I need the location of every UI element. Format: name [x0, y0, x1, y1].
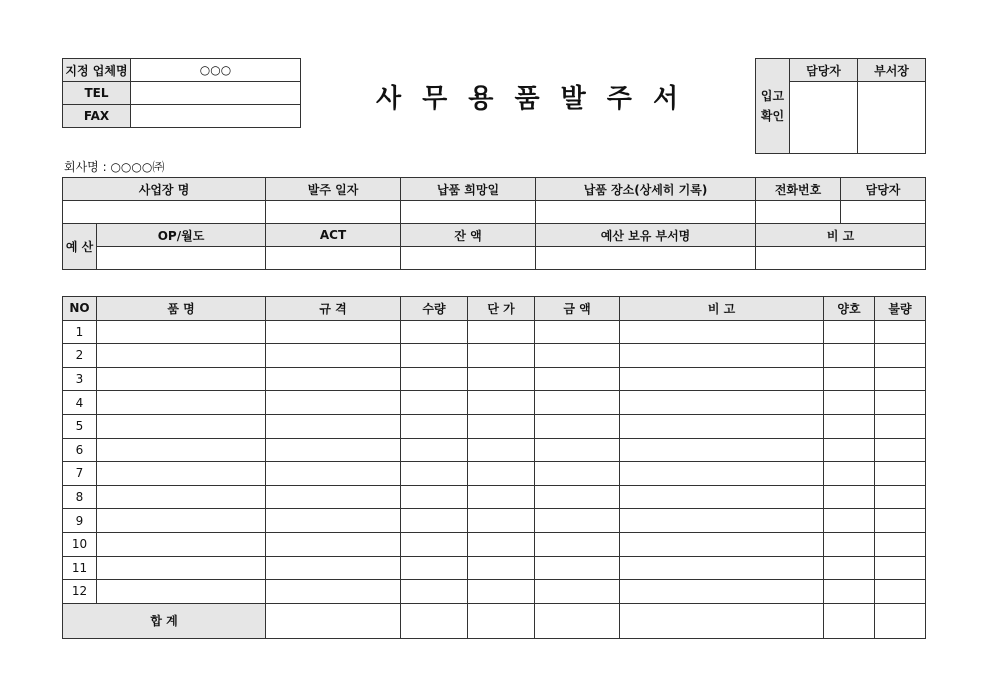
col-no-header: NO — [63, 297, 97, 321]
remarks-cell[interactable] — [620, 391, 824, 415]
defect-cell[interactable] — [875, 485, 926, 509]
spec-cell[interactable] — [266, 320, 401, 344]
qty-cell[interactable] — [401, 438, 468, 462]
act-field[interactable] — [266, 247, 401, 270]
balance-field[interactable] — [401, 247, 536, 270]
approval-table — [755, 58, 926, 154]
unit-price-cell[interactable] — [468, 344, 535, 368]
amount-cell[interactable] — [535, 414, 620, 438]
total-defect-cell[interactable] — [875, 603, 926, 638]
remarks-cell[interactable] — [620, 556, 824, 580]
approval-manager-signature-box[interactable] — [790, 82, 858, 154]
defect-cell[interactable] — [875, 391, 926, 415]
col-amount-header: 금 액 — [535, 297, 620, 321]
good-cell[interactable] — [824, 462, 875, 486]
unit-price-cell[interactable] — [468, 367, 535, 391]
unit-price-cell[interactable] — [468, 580, 535, 604]
good-cell[interactable] — [824, 509, 875, 533]
contact-header: 담당자 — [841, 178, 926, 201]
qty-cell[interactable] — [401, 414, 468, 438]
item-name-cell[interactable] — [97, 509, 266, 533]
defect-cell[interactable] — [875, 367, 926, 391]
act-header: ACT — [266, 224, 401, 247]
qty-cell[interactable] — [401, 509, 468, 533]
approval-head-header: 부서장 — [858, 59, 926, 82]
unit-price-cell[interactable] — [468, 462, 535, 486]
row-number: 6 — [63, 438, 97, 462]
good-cell[interactable] — [824, 367, 875, 391]
approval-head-signature-box[interactable] — [858, 82, 926, 154]
remarks-cell[interactable] — [620, 320, 824, 344]
unit-price-cell[interactable] — [468, 438, 535, 462]
row-number: 1 — [63, 320, 97, 344]
table-row — [63, 580, 926, 604]
item-name-cell[interactable] — [97, 344, 266, 368]
amount-cell[interactable] — [535, 580, 620, 604]
qty-cell[interactable] — [401, 344, 468, 368]
table-row — [63, 509, 926, 533]
spec-cell[interactable] — [266, 580, 401, 604]
spec-cell[interactable] — [266, 391, 401, 415]
table-row — [63, 320, 926, 344]
remarks-cell[interactable] — [620, 462, 824, 486]
item-name-cell[interactable] — [97, 438, 266, 462]
total-unit-price-cell[interactable] — [468, 603, 535, 638]
item-name-cell[interactable] — [97, 556, 266, 580]
order-date-field[interactable] — [266, 201, 401, 224]
good-cell[interactable] — [824, 414, 875, 438]
op-month-header: OP/월도 — [97, 224, 266, 247]
remarks-cell[interactable] — [620, 438, 824, 462]
vendor-tel-label: TEL — [63, 82, 131, 105]
site-name-field[interactable] — [63, 201, 266, 224]
amount-cell[interactable] — [535, 462, 620, 486]
balance-header: 잔 액 — [401, 224, 536, 247]
qty-cell[interactable] — [401, 367, 468, 391]
delivery-place-field[interactable] — [536, 201, 756, 224]
col-remarks-header: 비 고 — [620, 297, 824, 321]
vendor-fax-field[interactable] — [131, 105, 301, 128]
unit-price-cell[interactable] — [468, 532, 535, 556]
table-row — [63, 344, 926, 368]
table-row — [63, 391, 926, 415]
budget-dept-header: 예산 보유 부서명 — [536, 224, 756, 247]
receipt-confirm-label: 입고 확인 — [756, 59, 790, 154]
col-spec-header: 규 격 — [266, 297, 401, 321]
amount-cell[interactable] — [535, 367, 620, 391]
op-month-field[interactable] — [97, 247, 266, 270]
unit-price-cell[interactable] — [468, 320, 535, 344]
col-unit-price-header: 단 가 — [468, 297, 535, 321]
defect-cell[interactable] — [875, 556, 926, 580]
approval-manager-header: 담당자 — [790, 59, 858, 82]
total-remarks-cell[interactable] — [620, 603, 824, 638]
row-number: 11 — [63, 556, 97, 580]
qty-cell[interactable] — [401, 391, 468, 415]
good-cell[interactable] — [824, 438, 875, 462]
defect-cell[interactable] — [875, 532, 926, 556]
item-name-cell[interactable] — [97, 462, 266, 486]
row-number: 8 — [63, 485, 97, 509]
delivery-place-header: 납품 장소(상세히 기록) — [536, 178, 756, 201]
item-name-cell[interactable] — [97, 580, 266, 604]
good-cell[interactable] — [824, 391, 875, 415]
amount-cell[interactable] — [535, 344, 620, 368]
remarks-cell[interactable] — [620, 532, 824, 556]
defect-cell[interactable] — [875, 438, 926, 462]
table-row — [63, 438, 926, 462]
defect-cell[interactable] — [875, 320, 926, 344]
amount-cell[interactable] — [535, 532, 620, 556]
defect-cell[interactable] — [875, 344, 926, 368]
unit-price-cell[interactable] — [468, 509, 535, 533]
qty-cell[interactable] — [401, 532, 468, 556]
item-name-cell[interactable] — [97, 532, 266, 556]
row-number: 10 — [63, 532, 97, 556]
vendor-tel-field[interactable] — [131, 82, 301, 105]
vendor-name-label: 지정 업체명 — [63, 59, 131, 82]
remarks-cell[interactable] — [620, 414, 824, 438]
unit-price-cell[interactable] — [468, 414, 535, 438]
qty-cell[interactable] — [401, 580, 468, 604]
qty-cell[interactable] — [401, 485, 468, 509]
unit-price-cell[interactable] — [468, 556, 535, 580]
row-number: 2 — [63, 344, 97, 368]
total-good-cell[interactable] — [824, 603, 875, 638]
spec-cell[interactable] — [266, 485, 401, 509]
site-name-header: 사업장 명 — [63, 178, 266, 201]
amount-cell[interactable] — [535, 320, 620, 344]
item-rows — [63, 320, 926, 603]
total-amount-cell[interactable] — [535, 603, 620, 638]
unit-price-cell[interactable] — [468, 485, 535, 509]
row-number: 12 — [63, 580, 97, 604]
vendor-info-table — [62, 58, 301, 128]
item-name-cell[interactable] — [97, 414, 266, 438]
col-qty-header: 수량 — [401, 297, 468, 321]
row-number: 7 — [63, 462, 97, 486]
budget-label: 예 산 — [63, 224, 97, 270]
spec-cell[interactable] — [266, 462, 401, 486]
amount-cell[interactable] — [535, 556, 620, 580]
budget-remarks-header: 비 고 — [756, 224, 926, 247]
qty-cell[interactable] — [401, 556, 468, 580]
vendor-fax-label: FAX — [63, 105, 131, 128]
spec-cell[interactable] — [266, 556, 401, 580]
table-row — [63, 485, 926, 509]
amount-cell[interactable] — [535, 391, 620, 415]
row-number: 3 — [63, 367, 97, 391]
table-row — [63, 556, 926, 580]
order-info-table — [62, 177, 926, 270]
phone-header: 전화번호 — [756, 178, 841, 201]
table-row — [63, 414, 926, 438]
row-number: 4 — [63, 391, 97, 415]
row-number: 9 — [63, 509, 97, 533]
good-cell[interactable] — [824, 580, 875, 604]
qty-cell[interactable] — [401, 462, 468, 486]
defect-cell[interactable] — [875, 509, 926, 533]
col-defect-header: 불량 — [875, 297, 926, 321]
remarks-cell[interactable] — [620, 367, 824, 391]
table-row — [63, 532, 926, 556]
good-cell[interactable] — [824, 556, 875, 580]
item-name-cell[interactable] — [97, 320, 266, 344]
defect-cell[interactable] — [875, 462, 926, 486]
row-number: 5 — [63, 414, 97, 438]
total-qty-cell[interactable] — [401, 603, 468, 638]
good-cell[interactable] — [824, 485, 875, 509]
remarks-cell[interactable] — [620, 485, 824, 509]
spec-cell[interactable] — [266, 532, 401, 556]
table-row — [63, 367, 926, 391]
items-table — [62, 296, 926, 639]
delivery-date-header: 납품 희망일 — [401, 178, 536, 201]
col-item-name-header: 품 명 — [97, 297, 266, 321]
table-row — [63, 462, 926, 486]
delivery-date-field[interactable] — [401, 201, 536, 224]
budget-remarks-field[interactable] — [756, 247, 926, 270]
good-cell[interactable] — [824, 344, 875, 368]
unit-price-cell[interactable] — [468, 391, 535, 415]
spec-cell[interactable] — [266, 438, 401, 462]
item-name-cell[interactable] — [97, 391, 266, 415]
good-cell[interactable] — [824, 320, 875, 344]
company-name-line: 회사명 : ○○○○㈜ — [64, 160, 165, 174]
vendor-name-field[interactable]: ○○○ — [131, 59, 301, 82]
budget-dept-field[interactable] — [536, 247, 756, 270]
page-title: 사 무 용 품 발 주 서 — [375, 84, 685, 114]
defect-cell[interactable] — [875, 580, 926, 604]
spec-cell[interactable] — [266, 344, 401, 368]
defect-cell[interactable] — [875, 414, 926, 438]
remarks-cell[interactable] — [620, 509, 824, 533]
contact-field[interactable] — [841, 201, 926, 224]
phone-field[interactable] — [756, 201, 841, 224]
remarks-cell[interactable] — [620, 344, 824, 368]
spec-cell[interactable] — [266, 509, 401, 533]
item-name-cell[interactable] — [97, 485, 266, 509]
total-label: 합 계 — [63, 603, 266, 638]
amount-cell[interactable] — [535, 485, 620, 509]
qty-cell[interactable] — [401, 320, 468, 344]
order-date-header: 발주 일자 — [266, 178, 401, 201]
col-good-header: 양호 — [824, 297, 875, 321]
remarks-cell[interactable] — [620, 580, 824, 604]
amount-cell[interactable] — [535, 438, 620, 462]
spec-cell[interactable] — [266, 367, 401, 391]
item-name-cell[interactable] — [97, 367, 266, 391]
total-spec-cell[interactable] — [266, 603, 401, 638]
good-cell[interactable] — [824, 532, 875, 556]
amount-cell[interactable] — [535, 509, 620, 533]
spec-cell[interactable] — [266, 414, 401, 438]
